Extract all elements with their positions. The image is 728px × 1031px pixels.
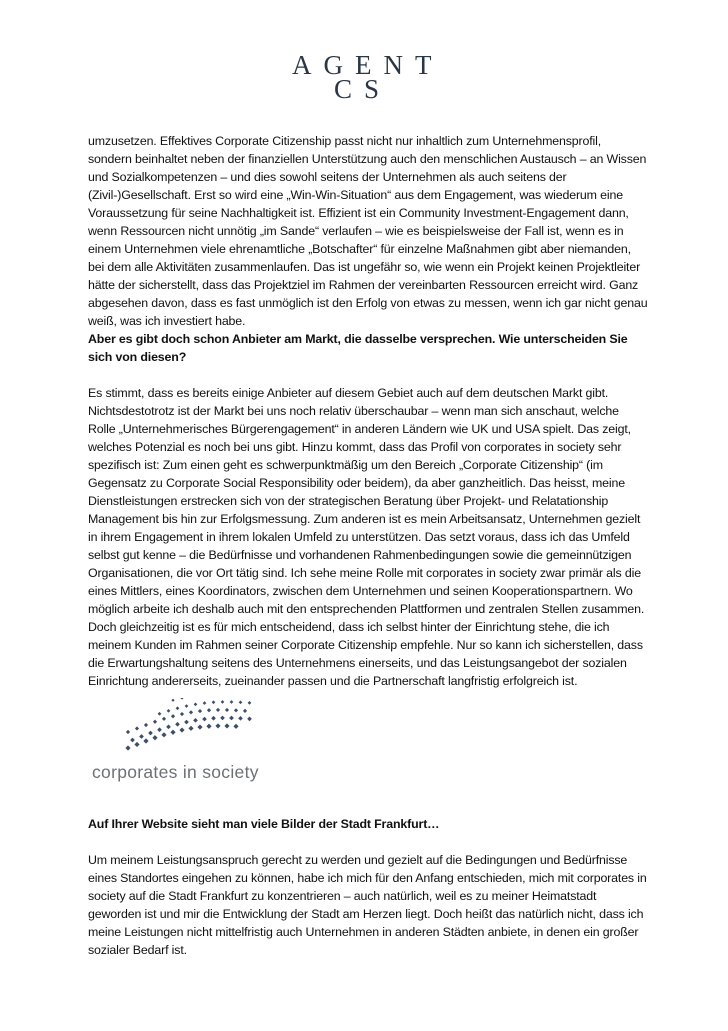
logo-dot	[202, 717, 207, 722]
logo-dot	[224, 723, 229, 728]
interview-answer-1	[88, 384, 648, 690]
logo-dot	[167, 709, 171, 713]
logo-tagline: corporates in society	[92, 762, 259, 782]
logo-dot	[171, 699, 174, 702]
logo-dot	[207, 708, 211, 712]
logo-dot	[135, 726, 139, 730]
logo-dot	[212, 700, 216, 704]
logo-dot	[171, 714, 175, 718]
logo-dot	[152, 735, 157, 740]
logo-dot	[130, 738, 135, 743]
interview-answer-2	[88, 851, 648, 959]
intro-paragraph	[88, 132, 648, 330]
logo-dot	[230, 700, 234, 704]
question-1-text: Aber es gibt doch schon Anbieter am Markt, die dasselbe versprechen. Wie unterscheiden Sie sich von diesen?	[88, 332, 628, 364]
logo-dot	[180, 698, 183, 700]
logo-dot	[180, 712, 184, 716]
logo-dot	[229, 716, 234, 721]
logo-dot	[158, 712, 162, 716]
interview-question-2	[88, 815, 648, 833]
interview-question-1	[88, 330, 648, 366]
logo-dot	[221, 700, 225, 704]
logo-dot	[143, 738, 148, 743]
logo-dot	[211, 716, 216, 721]
logo-dot	[238, 716, 243, 721]
logo-dot	[153, 720, 157, 724]
logo-dot	[125, 745, 130, 750]
logo-dot	[175, 722, 180, 727]
logo-dot	[189, 710, 193, 714]
logo-dot	[170, 730, 175, 735]
logo-dot	[243, 709, 247, 713]
logo-dot	[184, 720, 189, 725]
logo-dot	[215, 723, 220, 728]
logo-dot	[162, 717, 166, 721]
agent-cs-logo	[292, 52, 442, 102]
answer-1-text: Es stimmt, dass es bereits einige Anbieter auf diesem Gebiet auch auf dem deutschen Markt gibt. Nichtsdestotrotz ist der Markt bei uns noch relativ überschaubar – wenn man sich anschaut, welche Rolle „Unternehmerisches Bürgerengagement“ in anderen Ländern wie UK und USA spielt. Das zeigt, welches Potenzial es noch bei uns gibt. Hinzu kommt, dass das Profil von corporates in society sehr spezifisch ist: Zum einen geht es schwerpunktmäßig um den Bereich „Corporate Citizenship“ (im Gegensatz zu Corporate Social Responsibility oder beidem), da aber ganzheitlich. Das heisst, meine Dienstleistungen erstrecken sich von der strategischen Beratung über Projekt- und Relatationship Management bis hin zur Erfolgsmessung. Zum anderen ist es mein Arbeitsansatz, Unternehmen gezielt in ihrem Engagement in ihrem lokalen Umfeld zu unterstützen. Das setzt voraus, dass ich das Umfeld selbst gut kenne – die Bedürfnisse und vorhandenen Rahmenbedingungen sowie die gemeinnützigen Organisationen, die vor Ort tätig sind. Ich sehe meine Rolle mit corporates in society zwar primär als die eines Mittlers, eines Koordinators, zwischen dem Unternehmen und seinen Kooperationspartnern. Wo möglich arbeite ich deshalb auch mit den entsprechenden Plattformen und zentralen Stellen zusammen. Doch gleichzeitig ist es für mich entscheidend, dass ich selbst hinter der Einrichtung stehe, die ich meinem Kunden im Rahmen seiner Corporate Citizenship empfehle. Nur so kann ich sicherstellen, dass die Erwartungshaltung seitens des Unternehmens einerseits, und das Leistungsangebot der sozialen Einrichtung andererseits, zueinander passen und die Partnerschaft langfristig erfolgreich ist.	[88, 386, 645, 688]
logo-dot	[198, 709, 202, 713]
logo-dot	[220, 716, 225, 721]
logo-dot	[216, 708, 220, 712]
answer-2-text: Um meinem Leistungsanspruch gerecht zu werden und gezielt auf die Bedingungen und Bedürfnisse eines Standortes eingehen zu können, habe ich mich für den Anfang entschieden, mich mit corporates in society auf die Stadt Frankfurt zu konzentrieren – auch natürlich, weil es zu meiner Heimatstadt geworden ist und mir die Entwicklung der Stadt am Herzen liegt. Doch heißt das natürlich nicht, dass ich meine Leistungen nicht mittelfristig auch Unternehmen in anderen Städten anbiete, in denen ein großer sozialer Bedarf ist.	[88, 853, 647, 957]
logo-dot	[239, 700, 243, 704]
logo-dot	[233, 724, 238, 729]
logo-line-1: AGENT	[292, 50, 444, 80]
logo-dot	[206, 724, 211, 729]
logo-dot	[188, 726, 193, 731]
logo-dot	[185, 704, 189, 708]
logo-line-2: CS	[334, 74, 392, 104]
logo-dot	[166, 724, 171, 729]
logo-dot	[179, 727, 184, 732]
logo-dot	[161, 732, 166, 737]
logo-dot	[225, 708, 229, 712]
question-2-text: Auf Ihrer Website sieht man viele Bilder der Stadt Frankfurt…	[88, 817, 440, 831]
logo-dot	[234, 708, 238, 712]
logo-dot	[248, 701, 252, 705]
logo-dot	[176, 706, 180, 710]
logo-dot	[134, 742, 139, 747]
intro-paragraph-text: umzusetzen. Effektives Corporate Citizenship passt nicht nur inhaltlich zum Unternehmensprofil, sondern beinhaltet neben der finanziellen Unterstützung auch den menschlichen Austausch – an Wissen und Sozialkompetenzen – und dies sowohl seitens der Unternehmen als auch seitens der (Zivil-)Gesellschaft. Erst so wird eine „Win-Win-Situation“ aus dem Engagement, was wiederum eine Voraussetzung für seine Nachhaltigkeit ist. Effizient ist ein Community Investment-Engagement dann, wenn Ressourcen nicht unnötig „im Sande“ verlaufen – wie es beispielsweise der Fall ist, wenn es in einem Unternehmen viele ehrenamtliche „Botschafter“ für einzelne Maßnahmen gibt aber niemanden, bei dem alle Aktivitäten zusammenlaufen. Das ist ungefähr so, wie wenn ein Projekt keinen Projektleiter hätte der sicherstellt, dass das Projektziel im Rahmen der vereinbarten Ressourcen erreicht wird. Ganz abgesehen davon, dass es fast unmöglich ist den Erfolg von etwas zu messen, wenn ich gar nicht genau weiß, was ich investiert habe.	[88, 134, 648, 328]
logo-dot	[139, 734, 144, 739]
corporates-in-society-logo	[90, 698, 270, 790]
logo-dot	[193, 718, 198, 723]
dot-swoosh-icon	[90, 698, 270, 762]
logo-dot	[126, 730, 130, 734]
logo-dot	[144, 723, 148, 727]
logo-dot	[194, 702, 198, 706]
logo-dot	[197, 724, 202, 729]
logo-dot	[148, 731, 153, 736]
logo-dot	[157, 727, 162, 732]
logo-dot	[247, 717, 252, 722]
logo-dot	[203, 701, 207, 705]
